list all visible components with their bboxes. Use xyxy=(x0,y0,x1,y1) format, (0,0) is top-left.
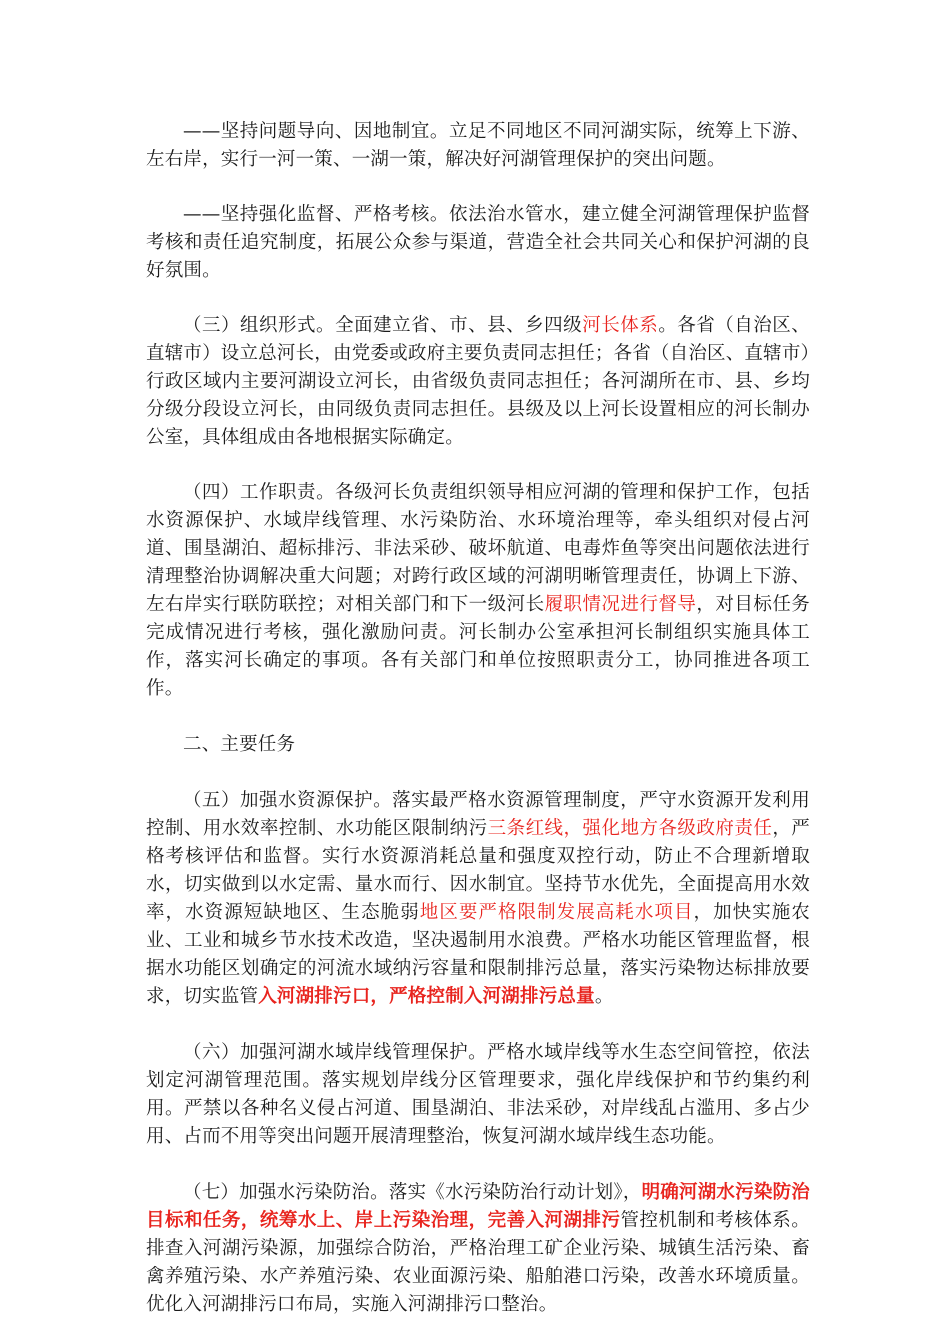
highlight-red: 河长体系 xyxy=(582,315,659,336)
paragraph-section-5-water-resources xyxy=(146,787,810,1011)
text-segment: （四）工作职责。各级河长负责组织领导相应河湖的管理和保护工作，包括水资源保护、水域岸线管理、水污染防治、水环境治理等，牵头组织对侵占河道、围垦湖泊、超标排污、非法采砂、破坏航道、电毒炸鱼等突出问题依法进行清理整治协调解决重大问题；对跨行政区域的河湖明晰管理责任，协调上下游、左右岸实行联防联控；对相关部门和下一级河长 xyxy=(146,482,810,615)
text-segment: ——坚持强化监督、严格考核。依法治水管水，建立健全河湖管理保护监督考核和责任追究制度，拓展公众参与渠道，营造全社会共同关心和保护河湖的良好氛围。 xyxy=(146,204,810,281)
highlight-red-bold: 入河湖排污口，严格控制入河湖排污总量 xyxy=(258,986,595,1007)
text-segment: （七）加强水污染防治。落实《水污染防治行动计划》， xyxy=(183,1182,642,1203)
text-segment: ——坚持问题导向、因地制宜。立足不同地区不同河湖实际，统筹上下游、左右岸，实行一河一策、一湖一策，解决好河湖管理保护的突出问题。 xyxy=(146,121,810,170)
heading-text: 二、主要任务 xyxy=(183,734,296,755)
paragraph-section-3-organization xyxy=(146,312,810,452)
text-segment: 管控机制和考核体系。排查入河湖污染源，加强综合防治，严格治理工矿企业污染、城镇生活污染、畜禽养殖污染、水产养殖污染、农业面源污染、船舶港口污染，改善水环境质量。优化入河湖排污口布局，实施入河湖排污口整治。 xyxy=(146,1210,810,1315)
text-segment: （五）加强水资源保护。落实最严格水资源管理制度，严守水资源开发利用控制、用水效率控制、水功能区限制纳污 xyxy=(146,790,810,839)
text-segment: （三）组织形式。全面建立省、市、县、乡四级 xyxy=(183,315,583,336)
highlight-red: 履职情况进行督导 xyxy=(544,594,697,615)
highlight-red-bold: 明确河湖水污染防治目标和任务，统筹水上、岸上污染治理，完善入河湖排污 xyxy=(146,1182,810,1231)
text-segment: （六）加强河湖水域岸线管理保护。严格水域岸线等水生态空间管控，依法划定河湖管理范围。落实规划岸线分区管理要求，强化岸线保护和节约集约利用。严禁以各种名义侵占河道、围垦湖泊、非法采砂，对岸线乱占滥用、多占少用、占而不用等突出问题开展清理整治，恢复河湖水域岸线生态功能。 xyxy=(146,1042,810,1147)
highlight-red: 地区要严格限制发展高耗水项目 xyxy=(419,902,694,923)
paragraph-section-4-duties xyxy=(146,479,810,703)
paragraph-section-7-pollution xyxy=(146,1179,810,1319)
heading-main-tasks xyxy=(146,731,810,759)
text-segment: 。 xyxy=(594,986,614,1007)
highlight-red: 三条红线，强化地方各级政府责任 xyxy=(487,818,773,839)
text-segment: ，对目标任务完成情况进行考核，强化激励问责。河长制办公室承担河长制组织实施具体工作，落实河长确定的事项。各有关部门和单位按照职责分工，协同推进各项工作。 xyxy=(146,594,811,699)
document-page xyxy=(146,118,810,1319)
paragraph-principle-supervision xyxy=(146,201,810,285)
paragraph-section-6-shoreline xyxy=(146,1039,810,1151)
text-segment: 。各省（自治区、直辖市）设立总河长，由党委或政府主要负责同志担任；各省（自治区、直辖市）行政区域内主要河湖设立河长，由省级负责同志担任；各河湖所在市、县、乡均分级分段设立河长，由同级负责同志担任。县级及以上河长设置相应的河长制办公室，具体组成由各地根据实际确定。 xyxy=(146,315,810,448)
paragraph-principle-problem xyxy=(146,118,810,174)
text-segment: ，严格考核评估和监督。实行水资源消耗总量和强度双控行动，防止不合理新增取水，切实做到以水定需、量水而行、因水制宜。坚持节水优先，全面提高用水效率，水资源短缺地区、生态脆弱 xyxy=(146,818,810,923)
text-segment: ，加快实施农业、工业和城乡节水技术改造，坚决遏制用水浪费。严格水功能区管理监督，根据水功能区划确定的河流水域纳污容量和限制排污总量，落实污染物达标排放要求，切实监管 xyxy=(146,902,811,1007)
